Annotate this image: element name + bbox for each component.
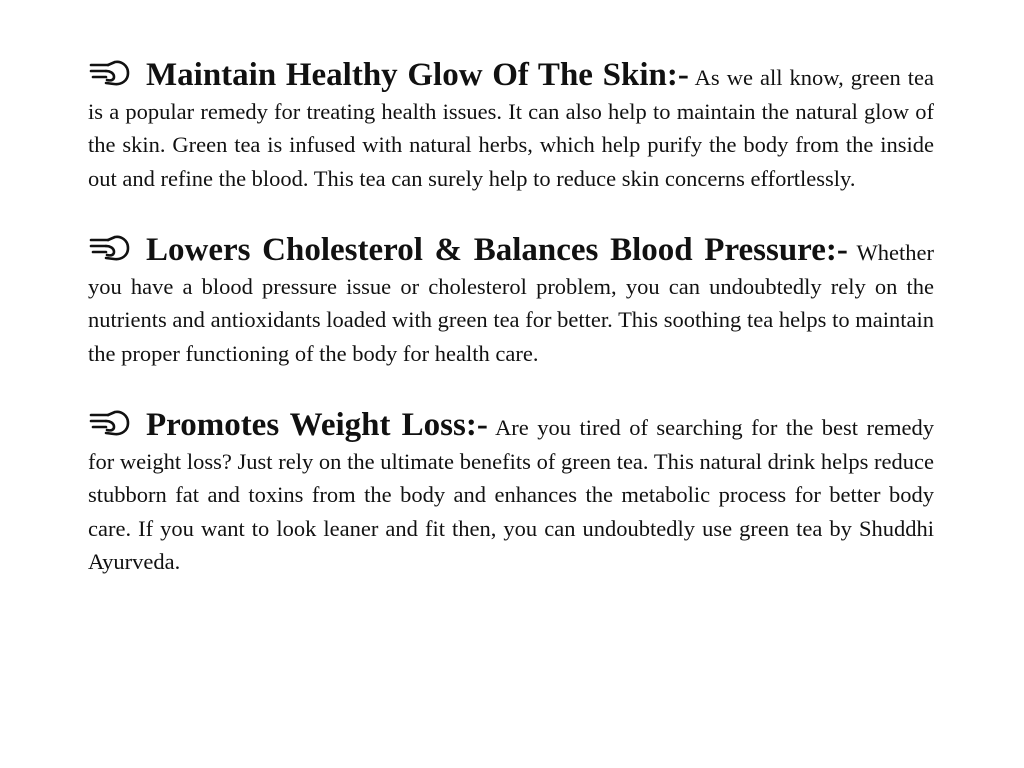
section-heading: Lowers Cholesterol & Balances Blood Pressure	[146, 232, 826, 268]
document-page	[88, 58, 934, 579]
section-body: Are you tired of searching for the best remedy for weight loss? Just rely on the ultimate benefits of green tea. This natural drink helps reduce stubborn fat and toxins from the body and enhances the metabolic process for better body care. If you want to look leaner and fit then, you can undoubtedly use green tea by Shuddhi Ayurveda.	[88, 415, 934, 574]
section-heading: Promotes Weight Loss	[146, 407, 466, 443]
section-heading: Maintain Healthy Glow Of The Skin	[146, 57, 667, 93]
pointing-hand-icon	[88, 408, 132, 438]
section-cholesterol	[88, 233, 934, 370]
heading-separator: :-	[825, 232, 848, 268]
section-skin-glow	[88, 58, 934, 195]
section-weight-loss	[88, 408, 934, 579]
heading-separator: :-	[666, 57, 689, 93]
pointing-hand-icon	[88, 58, 132, 88]
heading-separator: :-	[465, 407, 488, 443]
section-body: Whether you have a blood pressure issue or cholesterol problem, you can undoubtedly rely on the nutrients and antioxidants loaded with green tea for better. This soothing tea helps to maintain the proper functioning of the body for health care.	[88, 240, 934, 366]
section-body: As we all know, green tea is a popular remedy for treating health issues. It can also help to maintain the natural glow of the skin. Green tea is infused with natural herbs, which help purify the body from the inside out and refine the blood. This tea can surely help to reduce skin concerns effortlessly.	[88, 65, 934, 191]
pointing-hand-icon	[88, 233, 132, 263]
